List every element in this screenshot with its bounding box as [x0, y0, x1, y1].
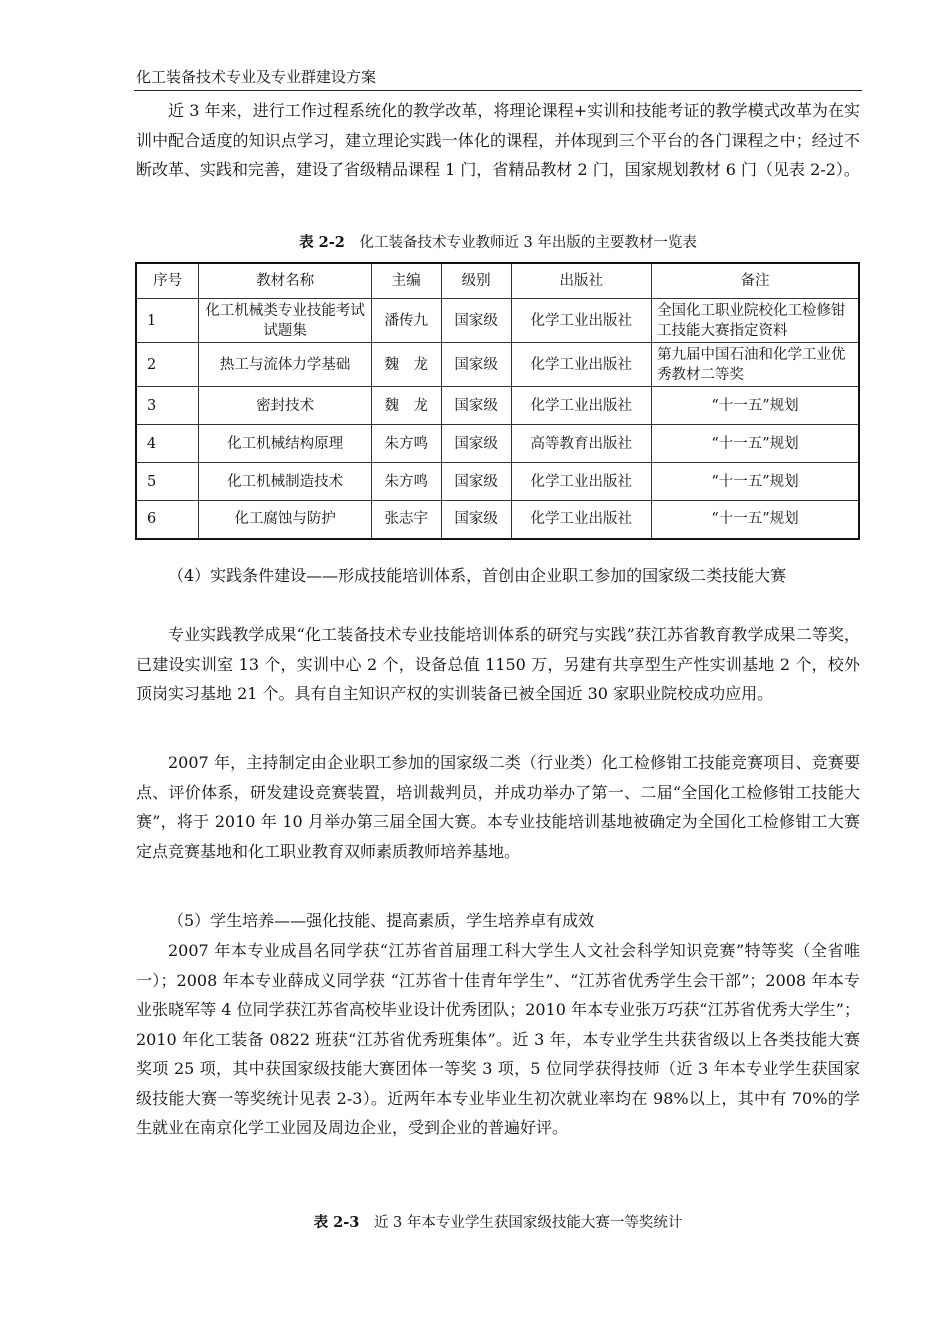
cell-publisher: 化学工业出版社 — [511, 343, 652, 387]
table-header-row — [136, 263, 859, 299]
cell-textbook-name: 化工机械类专业技能考试试题集 — [199, 299, 371, 343]
cell-level: 国家级 — [441, 387, 511, 425]
header-cell-number: 序号 — [136, 263, 199, 299]
section-heading-4: （4）实践条件建设——形成技能培训体系，首创由企业职工参加的国家级二类技能大赛 — [168, 566, 787, 585]
cell-note: “十一五”规划 — [652, 501, 859, 539]
cell-note: “十一五”规划 — [652, 463, 859, 501]
cell-editor: 魏 龙 — [371, 387, 441, 425]
cell-level: 国家级 — [441, 299, 511, 343]
table-2-2 — [135, 262, 860, 540]
table-row — [136, 387, 859, 425]
table-row — [136, 463, 859, 501]
cell-editor: 潘传九 — [371, 299, 441, 343]
cell-textbook-name: 化工机械制造技术 — [199, 463, 371, 501]
cell-editor: 朱方鸣 — [371, 463, 441, 501]
cell-note: “十一五”规划 — [652, 387, 859, 425]
table-row — [136, 501, 859, 539]
cell-textbook-name: 热工与流体力学基础 — [199, 343, 371, 387]
cell-publisher: 化学工业出版社 — [511, 299, 652, 343]
cell-editor: 魏 龙 — [371, 343, 441, 387]
paragraph-textbook-reform: 近 3 年来，进行工作过程系统化的教学改革，将理论课程+实训和技能考证的教学模式改革为在实训中配合适度的知识点学习，建立理论实践一体化的课程，并体现到三个平台的各门课程之中；经过不断改革、实践和完善，建设了省级精品课程 1 门，省精品教材 2 门，国家规划教材 6 门（见表 2-2）。 — [136, 101, 860, 179]
header-cell-editor: 主编 — [371, 263, 441, 299]
cell-editor: 朱方鸣 — [371, 425, 441, 463]
cell-level: 国家级 — [441, 463, 511, 501]
paragraph-practice-achievements: 专业实践教学成果“化工装备技术专业技能培训体系的研究与实践”获江苏省教育教学成果二等奖，已建设实训室 13 个，实训中心 2 个，设备总值 1150 万，另建有共享型生产性实训基地 2 个，校外顶岗实习基地 21 个。具有自主知识产权的实训装备已被全国近 30 家职业院校成功应用。 — [136, 625, 860, 703]
cell-textbook-name: 化工机械结构原理 — [199, 425, 371, 463]
cell-level: 国家级 — [441, 501, 511, 539]
table-row — [136, 425, 859, 463]
cell-note: 第九届中国石油和化学工业优秀教材二等奖 — [652, 343, 859, 387]
section-heading-5: （5）学生培养——强化技能、提高素质，学生培养卓有成效 — [168, 911, 595, 930]
table-2-3-caption-number: 表 2-3 — [313, 1214, 360, 1231]
header-cell-textbook-name: 教材名称 — [199, 263, 371, 299]
cell-editor: 张志宇 — [371, 501, 441, 539]
cell-publisher: 高等教育出版社 — [511, 425, 652, 463]
header-rule — [134, 90, 862, 91]
cell-number: 5 — [136, 463, 199, 501]
cell-number: 6 — [136, 501, 199, 539]
cell-level: 国家级 — [441, 425, 511, 463]
paragraph-student-training: 2007 年本专业成昌名同学获“江苏省首届理工科大学生人文社会科学知识竞赛”特等奖（全省唯一）；2008 年本专业薛成义同学获 “江苏省十佳青年学生”、“江苏省优秀学生会干部”；2008 年本专业张晓军等 4 位同学获江苏省高校毕业设计优秀团队；2010 年本专业张万巧获“江苏省优秀大学生”；2010 年化工装备 0822 班获“江苏省优秀班集体”。近 3 年，本专业学生共获省级以上各类技能大赛奖项 25 项，其中获国家级技能大赛团体一等奖 3 项，5 位同学获得技师（近 3 年本专业学生获国家级技能大赛一等奖统计见表 2-3）。近两年本专业毕业生初次就业率均在 98%以上，其中有 70%的学生就业在南京化学工业园及周边企业，受到企业的普遍好评。 — [136, 941, 860, 1137]
cell-textbook-name: 密封技术 — [199, 387, 371, 425]
cell-textbook-name: 化工腐蚀与防护 — [199, 501, 371, 539]
running-header: 化工装备技术专业及专业群建设方案 — [136, 68, 377, 86]
cell-number: 2 — [136, 343, 199, 387]
cell-publisher: 化学工业出版社 — [511, 463, 652, 501]
table-2-2-caption-text: 化工装备技术专业教师近 3 年出版的主要教材一览表 — [359, 235, 697, 251]
paragraph-competition-2007: 2007 年，主持制定由企业职工参加的国家级二类（行业类）化工检修钳工技能竞赛项目、竞赛要点、评价体系，研发建设竞赛装置，培训裁判员，并成功举办了第一、二届“全国化工检修钳工技能大赛”，将于 2010 年 10 月举办第三届全国大赛。本专业技能培训基地被确定为全国化工检修钳工大赛定点竞赛基地和化工职业教育双师素质教师培养基地。 — [136, 753, 860, 861]
table-row — [136, 299, 859, 343]
cell-number: 3 — [136, 387, 199, 425]
cell-level: 国家级 — [441, 343, 511, 387]
header-cell-note: 备注 — [652, 263, 859, 299]
cell-publisher: 化学工业出版社 — [511, 501, 652, 539]
cell-note: “十一五”规划 — [652, 425, 859, 463]
cell-publisher: 化学工业出版社 — [511, 387, 652, 425]
cell-note: 全国化工职业院校化工检修钳工技能大赛指定资料 — [652, 299, 859, 343]
header-cell-level: 级别 — [441, 263, 511, 299]
table-2-2-caption — [136, 231, 860, 252]
table-2-3-caption — [136, 1211, 860, 1232]
table-row — [136, 343, 859, 387]
cell-number: 4 — [136, 425, 199, 463]
table-2-2-caption-number: 表 2-2 — [299, 234, 345, 251]
header-cell-publisher: 出版社 — [511, 263, 652, 299]
table-2-3-caption-text: 近 3 年本专业学生获国家级技能大赛一等奖统计 — [373, 1215, 683, 1231]
cell-number: 1 — [136, 299, 199, 343]
